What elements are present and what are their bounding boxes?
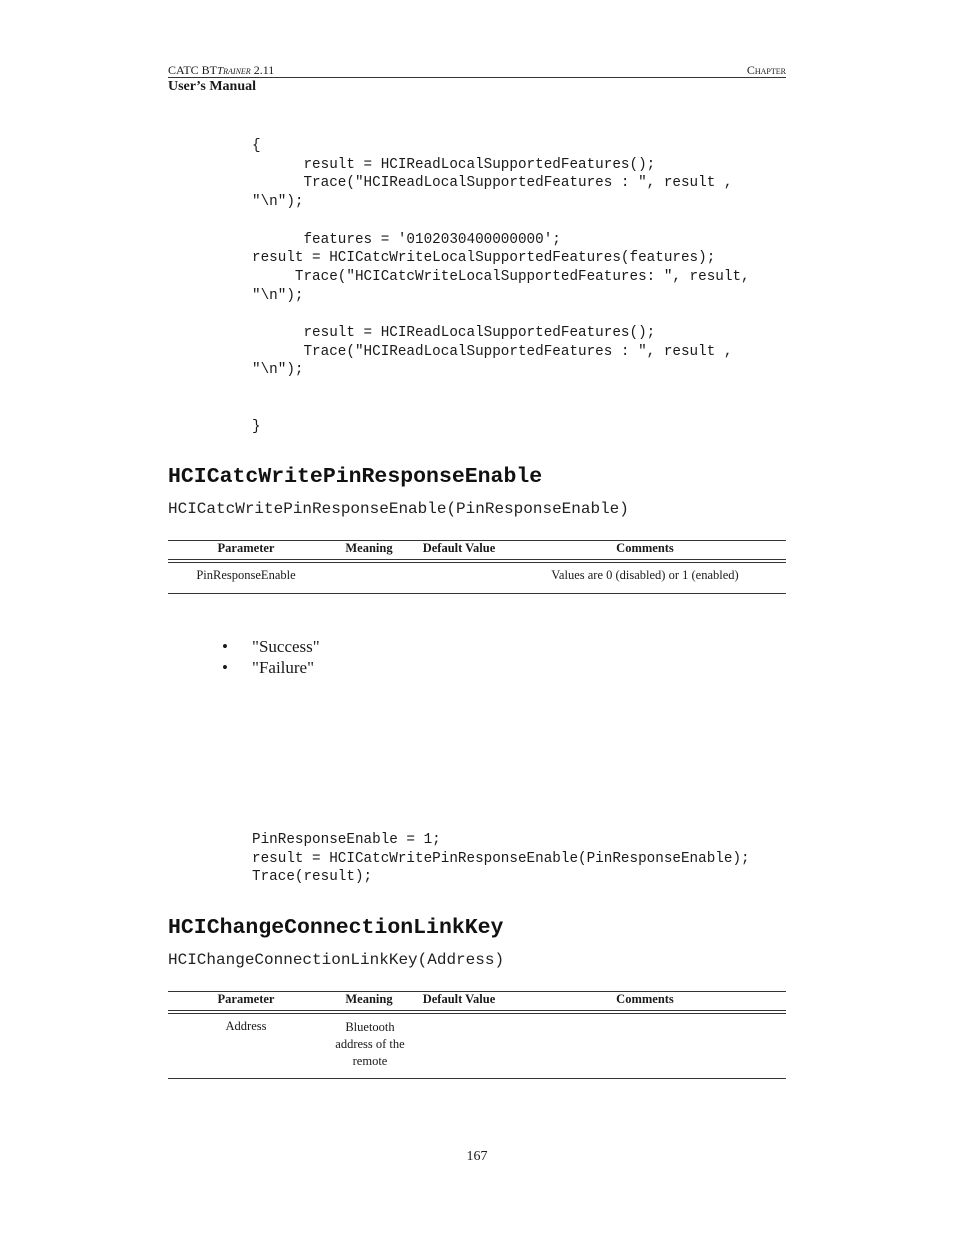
function-signature-change-link-key: HCIChangeConnectionLinkKey(Address) <box>168 951 505 969</box>
parameter-table-change-link-key <box>168 991 786 1079</box>
header-version: 2.11 <box>250 63 275 77</box>
column-header: Default Value <box>422 992 496 1006</box>
column-header: Meaning <box>345 541 393 555</box>
table-cell: Address <box>225 1019 267 1033</box>
running-header-left <box>168 63 274 78</box>
table-row <box>168 1014 786 1078</box>
section-title-pin-response: HCICatcWritePinResponseEnable <box>168 465 543 489</box>
column-header: Meaning <box>345 992 393 1006</box>
header-subtitle: User’s Manual <box>168 79 257 94</box>
column-header: Parameter <box>217 992 275 1006</box>
header-rule <box>168 77 786 78</box>
table-rule <box>168 1078 786 1079</box>
column-header: Comments <box>616 541 674 555</box>
table-rule <box>168 593 786 594</box>
table-cell: Values are 0 (disabled) or 1 (enabled) <box>551 568 739 582</box>
table-header-row <box>168 992 786 1010</box>
list-item-text: "Failure" <box>252 658 315 677</box>
return-values-list <box>222 636 320 678</box>
table-header-row <box>168 541 786 559</box>
table-cell: PinResponseEnable <box>196 568 296 582</box>
running-header-right: Chapter <box>746 63 786 77</box>
bullet-icon: • <box>222 658 228 677</box>
table-row <box>168 563 786 593</box>
section-title-change-link-key: HCIChangeConnectionLinkKey <box>168 916 504 940</box>
list-item <box>222 636 320 657</box>
table-cell: Bluetooth address of the remote <box>335 1020 405 1068</box>
list-item <box>222 657 320 678</box>
code-example-pin-response: PinResponseEnable = 1; result = HCICatcWritePinResponseEnable(PinResponseEnable); Trace(result); <box>252 832 750 886</box>
code-example-features: { result = HCIReadLocalSupportedFeatures(); Trace("HCIReadLocalSupportedFeatures : ", result , "\n"); features = '0102030400000000'; result = HCICatcWriteLocalSupportedFeatures(features); Trace("HCICatcWriteLocalSupportedFeatures: ", result, "\n"); result = HCIReadLocalSupportedFeatures(); Trace("HCIReadLocalSupportedFeatures : ", result , "\n"); } <box>252 138 750 435</box>
header-product: CATC BT <box>168 63 218 77</box>
header-product-italic: Trainer <box>217 65 251 77</box>
page-number: 167 <box>466 1149 488 1164</box>
column-header: Default Value <box>422 541 496 555</box>
list-item-text: "Success" <box>252 637 320 656</box>
column-header: Comments <box>616 992 674 1006</box>
column-header: Parameter <box>217 541 275 555</box>
function-signature-pin-response: HCICatcWritePinResponseEnable(PinResponseEnable) <box>168 500 629 518</box>
bullet-icon: • <box>222 637 228 656</box>
parameter-table-pin-response <box>168 540 786 594</box>
